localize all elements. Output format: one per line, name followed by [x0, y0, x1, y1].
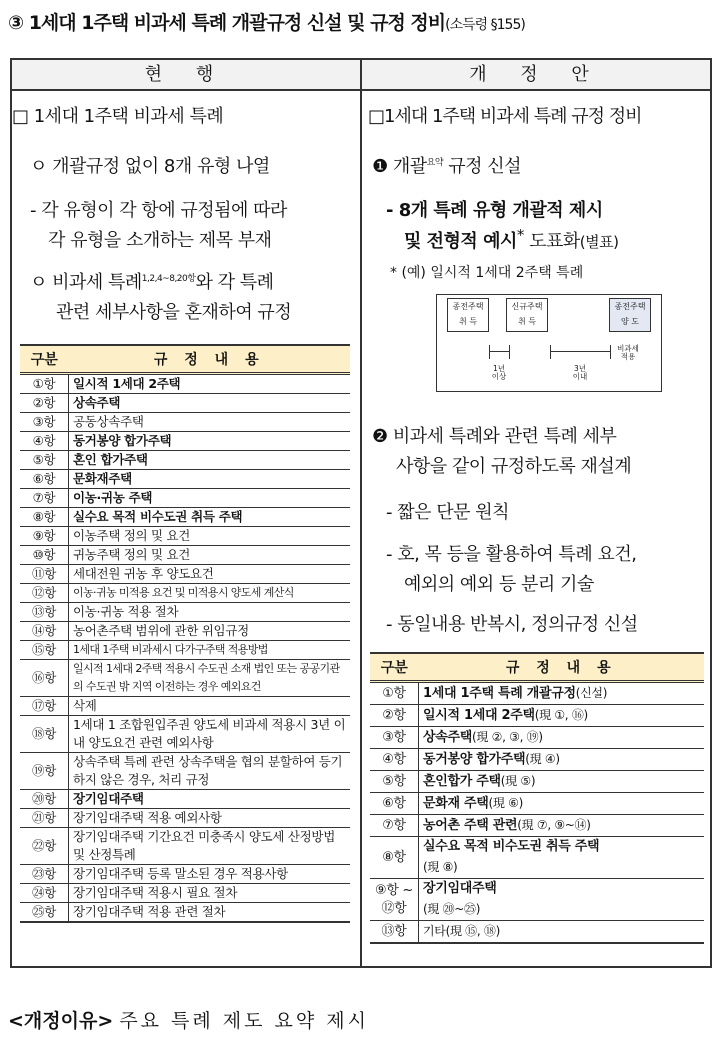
row-content: 세대전원 귀농 후 양도요건: [69, 565, 351, 584]
right-section-2a: ❷ 비과세 특례와 관련 특례 세부: [372, 426, 617, 447]
text: ㅇ 비과세 특례: [30, 272, 142, 293]
table-row: [20, 884, 350, 903]
table-row: [20, 451, 350, 470]
table-row: [20, 716, 350, 753]
row-number: ⑳항: [20, 790, 69, 809]
tax-exempt-label: [613, 345, 643, 361]
table-row: [20, 603, 350, 622]
table-row: [370, 705, 704, 727]
left-heading: □ 1세대 1주택 비과세 특례: [12, 106, 224, 127]
text: 이상: [491, 372, 507, 381]
title-ref: (소득령 §155): [445, 17, 525, 33]
provision-ref: 기타(現 ⑮, ⑱): [423, 924, 500, 938]
table-row: [20, 697, 350, 716]
reason-label: <개정이유>: [8, 1010, 114, 1032]
left-point-1: ㅇ 개괄규정 없이 8개 유형 나열: [30, 156, 270, 177]
row-content: [419, 727, 705, 749]
tick: [509, 345, 510, 359]
provision-ref: (現 ⑥): [488, 796, 523, 810]
provision-ref: (現 ⑦, ⑨~⑭): [517, 818, 591, 832]
superscript: 1,2,4~8,20항: [141, 274, 196, 284]
row-content: 이농·귀농 주택: [69, 489, 351, 508]
box-prev-sell: [609, 298, 651, 332]
text: 적용: [620, 352, 636, 361]
left-point-2a: - 각 유형이 각 항에 규정됨에 따라: [30, 200, 287, 221]
text: 이내: [572, 372, 588, 381]
text: ❶ 개괄: [372, 156, 427, 177]
provision-ref: (現 ⑧): [423, 860, 458, 874]
detail-3: - 동일내용 반복시, 정의규정 신설: [386, 614, 638, 635]
row-number: ⑭항: [20, 622, 69, 641]
table-row: [20, 565, 350, 584]
row-number: ①항: [370, 682, 419, 705]
table-row: [20, 790, 350, 809]
table-row: [20, 374, 350, 394]
row-content: 동거봉양 합가주택: [69, 432, 351, 451]
row-content: [419, 771, 705, 793]
table-row: [20, 413, 350, 432]
left-point-3a: [30, 268, 273, 294]
row-number: ⑦항: [20, 489, 69, 508]
provision-title: 장기임대주택: [423, 881, 497, 896]
row-content: 장기임대주택 기간요건 미충족시 양도세 산정방법 및 산정특례: [69, 828, 351, 865]
row-content: 장기임대주택 적용 관련 절차: [69, 903, 351, 923]
row-number: ⑨항: [20, 527, 69, 546]
table-row: [20, 527, 350, 546]
table-row: [20, 660, 350, 697]
table-row: [20, 903, 350, 923]
row-content: 혼인 합가주택: [69, 451, 351, 470]
gap-label-1: [489, 365, 509, 381]
table-row: [20, 489, 350, 508]
row-content: 삭제: [69, 697, 351, 716]
table-row: [20, 641, 350, 660]
provision-ref: (現 ④): [525, 752, 560, 766]
table-row: [20, 753, 350, 790]
text: 신규주택: [511, 302, 543, 311]
text: 종전주택: [452, 302, 484, 311]
row-number: ⑱항: [20, 716, 69, 753]
current-header: 현 행: [12, 60, 362, 89]
row-number: ⑤항: [20, 451, 69, 470]
table-row: [20, 432, 350, 451]
provision-title: 일시적 1세대 2주택: [423, 708, 535, 723]
text: 1년: [492, 364, 506, 373]
span-line: [489, 351, 509, 352]
box-prev-acquire: [447, 298, 489, 332]
text: 및 전형적 예시: [404, 231, 517, 252]
provision-title: 실수요 목적 비수도권 취득 주택: [423, 839, 600, 854]
row-content: 일시적 1세대 2주택: [69, 374, 351, 394]
revised-header: 개 정 안: [469, 64, 603, 85]
row-number: ⑥항: [370, 793, 419, 815]
table-row: [370, 727, 704, 749]
table-row: [20, 865, 350, 884]
row-content: 실수요 목적 비수도권 취득 주택: [69, 508, 351, 527]
table-row: [20, 470, 350, 489]
row-content: 농어촌주택 범위에 관한 위임규정: [69, 622, 351, 641]
row-content: 상속주택: [69, 394, 351, 413]
row-content: 상속주택 특례 관련 상속주택을 협의 분할하여 등기하지 않은 경우, 처리 규정: [69, 753, 351, 790]
table-row: [370, 815, 704, 837]
row-number: ⑬항: [20, 603, 69, 622]
left-point-2b: 각 유형을 소개하는 제목 부재: [48, 230, 272, 251]
section-title: [8, 8, 525, 35]
provision-title: 문화재 주택: [423, 796, 489, 811]
row-number: ③항: [370, 727, 419, 749]
row-number: ⑦항: [370, 815, 419, 837]
table-row: [370, 682, 704, 705]
table-row: [370, 921, 704, 944]
right-s1-point-2: [404, 226, 618, 253]
row-number: ㉕항: [20, 903, 69, 923]
row-number: ㉔항: [20, 884, 69, 903]
table-row: [20, 622, 350, 641]
right-section-1: [372, 152, 521, 178]
text: 취 득: [459, 317, 477, 326]
row-content: [419, 793, 705, 815]
tick: [610, 345, 611, 359]
row-number: ⑪항: [20, 565, 69, 584]
table-row: [370, 793, 704, 815]
text: 도표화: [523, 231, 580, 252]
row-number: ⑩항: [20, 546, 69, 565]
row-content: [419, 879, 705, 921]
provision-ref: (現 ①, ⑯): [534, 708, 588, 722]
provision-title: 혼인합가 주택: [423, 774, 501, 789]
left-point-3c: 관련 세부사항을 혼재하여 규정: [56, 302, 292, 323]
row-content: 이농·귀농 미적용 요건 및 미적용시 양도세 계산식: [69, 584, 351, 603]
provision-title: 동거봉양 합가주택: [423, 752, 526, 767]
row-content: 1세대 1 조합원입주권 양도세 비과세 적용시 3년 이내 양도요건 관련 예외사항: [69, 716, 351, 753]
superscript: 요약: [426, 158, 444, 168]
text: 와 각 특례: [195, 272, 274, 293]
detail-1: - 짧은 단문 원칙: [386, 502, 509, 523]
row-content: 장기임대주택 적용 예외사항: [69, 809, 351, 828]
row-number: ⑬항: [370, 921, 419, 944]
row-number: ⑧항: [370, 837, 419, 879]
provision-ref: (現 ⑳~㉕): [423, 902, 481, 916]
row-content: 장기임대주택: [69, 790, 351, 809]
right-s1-point: - 8개 특례 유형 개괄적 제시: [386, 200, 603, 221]
col-header: 구분: [20, 345, 69, 374]
row-number: ①항: [20, 374, 69, 394]
revised-provision-table: [370, 652, 704, 944]
box-new-acquire: [506, 298, 548, 332]
row-content: [419, 705, 705, 727]
tick: [489, 345, 490, 359]
span-line: [550, 351, 610, 352]
right-heading: □1세대 1주택 비과세 특례 규정 정비: [368, 106, 642, 127]
row-content: 1세대 1주택 비과세시 다가구주택 적용방법: [69, 641, 351, 660]
provision-title: 농어촌 주택 관련: [423, 818, 518, 833]
title-text: ③ 1세대 1주택 비과세 특례 개괄규정 신설 및 규정 정비: [8, 12, 446, 34]
row-content: 공동상속주택: [69, 413, 351, 432]
tick: [550, 345, 551, 359]
row-number: ④항: [20, 432, 69, 451]
current-provision-table: [20, 344, 350, 923]
detail-2a: - 호, 목 등을 활용하여 특례 요건,: [386, 544, 637, 565]
row-content: [419, 682, 705, 705]
timeline-diagram: [436, 294, 662, 392]
provision-ref: (現 ⑤): [500, 774, 536, 788]
table-row: [370, 749, 704, 771]
row-content: [419, 837, 705, 879]
row-number: ⑧항: [20, 508, 69, 527]
row-number: ㉑항: [20, 809, 69, 828]
row-number: ⑤항: [370, 771, 419, 793]
row-content: 장기임대주택 등록 말소된 경우 적용사항: [69, 865, 351, 884]
revision-reason: [8, 1006, 369, 1033]
row-content: [419, 921, 705, 944]
row-number: ⑲항: [20, 753, 69, 790]
table-row: [370, 879, 704, 921]
text: 양 도: [621, 317, 639, 326]
row-number: ④항: [370, 749, 419, 771]
row-number: ⑯항: [20, 660, 69, 697]
table-row: [20, 546, 350, 565]
row-number: ②항: [370, 705, 419, 727]
column-divider: [360, 58, 362, 968]
table-row: [20, 584, 350, 603]
table-row: [20, 828, 350, 865]
row-number: ⑥항: [20, 470, 69, 489]
table-row: [370, 837, 704, 879]
detail-2b: 예외의 예외 등 분리 기술: [404, 574, 594, 595]
row-content: 일시적 1세대 2주택 적용시 수도권 소재 법인 또는 공공기관의 수도권 밖 지역 이전하는 경우 예외요건: [69, 660, 351, 697]
text: 3년: [573, 364, 587, 373]
provision-title: 1세대 1주택 특례 개괄규정: [423, 686, 576, 701]
row-number: ⑫항: [20, 584, 69, 603]
text: 취 득: [518, 317, 536, 326]
row-content: [419, 815, 705, 837]
table-row: [370, 771, 704, 793]
reason-text: 주요 특례 제도 요약 제시: [119, 1010, 370, 1032]
provision-title: 상속주택: [423, 730, 473, 745]
row-content: 귀농주택 정의 및 요건: [69, 546, 351, 565]
text: 규정 신설: [443, 156, 522, 177]
row-content: 이농·귀농 적용 절차: [69, 603, 351, 622]
row-number: ㉒항: [20, 828, 69, 865]
col-header: 규 정 내 용: [419, 653, 705, 682]
col-header: 규 정 내 용: [69, 345, 351, 374]
row-content: 이농주택 정의 및 요건: [69, 527, 351, 546]
table-row: [20, 809, 350, 828]
right-section-2b: 사항을 같이 규정하도록 재설계: [396, 456, 632, 477]
table-row: [20, 508, 350, 527]
text: 종전주택: [614, 302, 646, 311]
row-number: ②항: [20, 394, 69, 413]
row-number: ㉓항: [20, 865, 69, 884]
text: (별표): [579, 233, 619, 251]
row-number: ⑮항: [20, 641, 69, 660]
row-number: ⑰항: [20, 697, 69, 716]
col-header: 구분: [370, 653, 419, 682]
row-content: 문화재주택: [69, 470, 351, 489]
table-row: [20, 394, 350, 413]
gap-label-2: [565, 365, 595, 381]
row-number: ③항: [20, 413, 69, 432]
row-content: 장기임대주택 적용시 필요 절차: [69, 884, 351, 903]
text: 비과세: [617, 344, 639, 353]
provision-ref: (現 ②, ③, ⑲): [472, 730, 543, 744]
provision-ref: (신설): [575, 686, 608, 700]
example-note: * (예) 일시적 1세대 2주택 특례: [390, 265, 584, 281]
row-content: [419, 749, 705, 771]
row-number: ⑨항 ~ ⑫항: [370, 879, 419, 921]
asterisk: *: [516, 226, 524, 244]
